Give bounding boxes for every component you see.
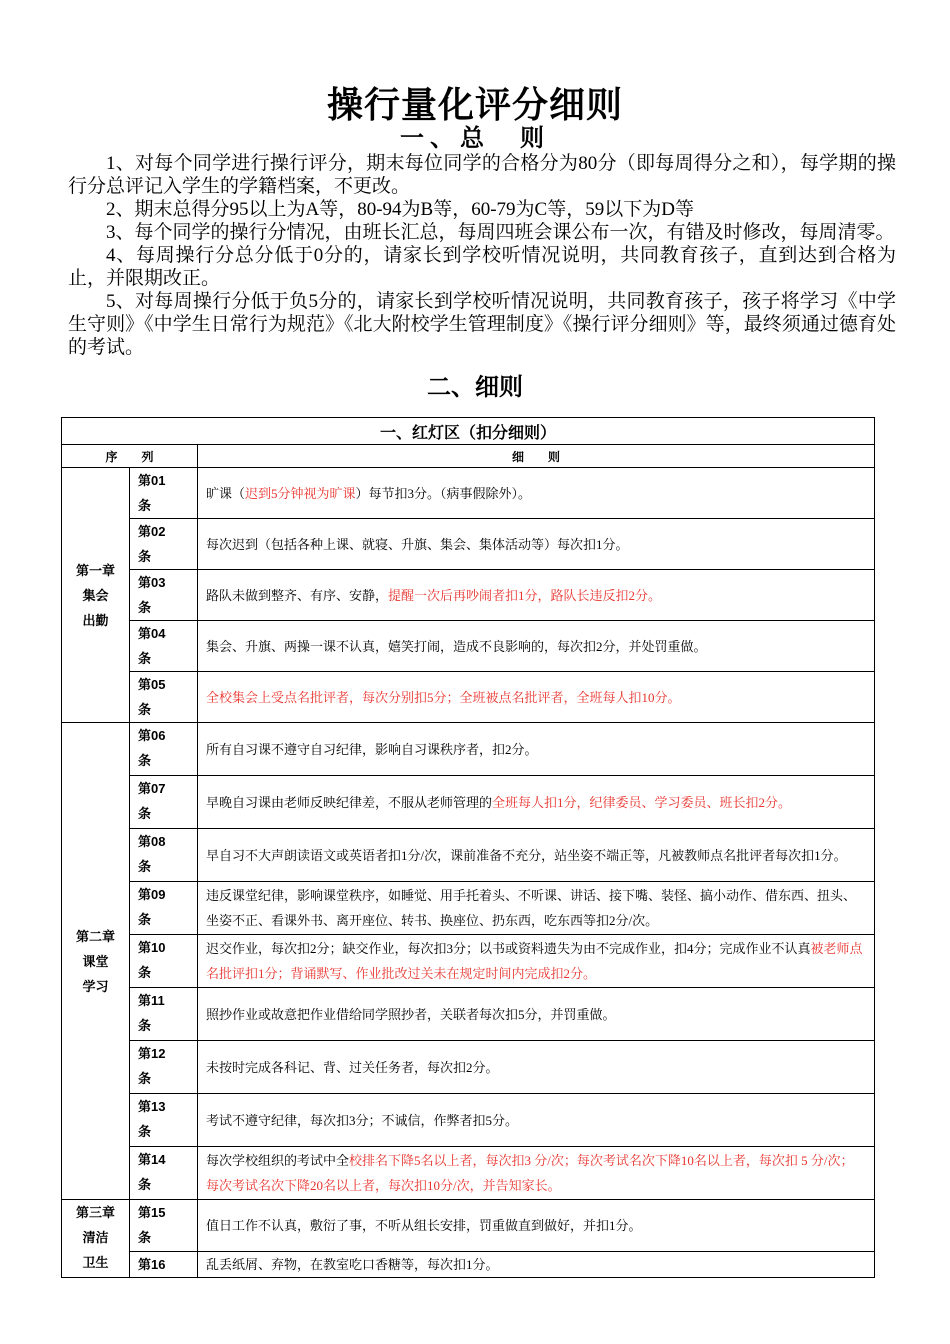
general-rule-2: 2、期末总得分95以上为A等，80-94为B等，60-79为C等，59以下为D等: [106, 199, 694, 220]
rule-number: 第16: [130, 1252, 198, 1278]
rule-detail: 值日工作不认真，敷衍了事，不听从组长安排，罚重做直到做好，并扣1分。: [198, 1200, 875, 1252]
rule-number: 第10 条: [130, 935, 198, 988]
table-section-title: 一、红灯区（扣分细则）: [62, 418, 875, 445]
rule-detail: 旷课（迟到5分钟视为旷课）每节扣3分。（病事假除外）。: [198, 468, 875, 519]
chapter-2-label: 第二章 课堂 学习: [62, 723, 130, 1200]
general-rules: [68, 152, 896, 359]
general-rule-1: 1、对每个同学进行操行评分，期末每位同学的合格分为80分（即每周得分之和），每学期的操行分总评记入学生的学籍档案，不更改。: [68, 153, 896, 197]
rule-number: 第01 条: [130, 468, 198, 519]
rule-detail: 违反课堂纪律，影响课堂秩序，如睡觉、用手托着头、不听课、讲话、接下嘴、装怪、搞小动作、借东西、扭头、坐姿不正、看课外书、离开座位、转书、换座位、扔东西，吃东西等扣2分/次。: [198, 882, 875, 935]
section-heading-general: 一、总 则: [400, 125, 550, 152]
rule-detail: 每次迟到（包括各种上课、就寝、升旗、集会、集体活动等）每次扣1分。: [198, 519, 875, 570]
rule-number: 第05 条: [130, 672, 198, 723]
rule-detail: 所有自习课不遵守自习纪律，影响自习课秩序者，扣2分。: [198, 723, 875, 776]
column-header-detail: 细 则: [198, 445, 875, 468]
chapter-1-label: 第一章 集会 出勤: [62, 468, 130, 723]
document-title: 操行量化评分细则: [326, 84, 623, 125]
rule-detail: 全校集会上受点名批评者，每次分别扣5分；全班被点名批评者，全班每人扣10分。: [198, 672, 875, 723]
rule-detail: 乱丢纸屑、弃物，在教室吃口香糖等，每次扣1分。: [198, 1252, 875, 1278]
section-heading-details: 二、细则: [427, 374, 523, 401]
rule-detail: 早自习不大声朗读语文或英语者扣1分/次，课前准备不充分，站坐姿不端正等，凡被教师点名批评者每次扣1分。: [198, 829, 875, 882]
rule-detail: 集会、升旗、两操一课不认真，嬉笑打闹，造成不良影响的，每次扣2分，并处罚重做。: [198, 621, 875, 672]
rule-number: 第08 条: [130, 829, 198, 882]
rule-detail: 未按时完成各科记、背、过关任务者，每次扣2分。: [198, 1041, 875, 1094]
chapter-3-label: 第三章 清洁 卫生: [62, 1200, 130, 1278]
rule-detail: 每次学校组织的考试中全校排名下降5名以上者，每次扣3 分/次；每次考试名次下降10名以上者，每次扣 5 分/次；每次考试名次下降20名以上者，每次扣10分/次，并告知家长。: [198, 1147, 875, 1200]
rule-number: 第12 条: [130, 1041, 198, 1094]
general-rule-3: 3、每个同学的操行分情况，由班长汇总，每周四班会课公布一次，有错及时修改，每周清零。: [106, 222, 895, 243]
rule-detail: 迟交作业，每次扣2分；缺交作业，每次扣3分；以书或资料遗失为由不完成作业，扣4分；完成作业不认真被老师点名批评扣1分；背诵默写、作业批改过关未在规定时间内完成扣2分。: [198, 935, 875, 988]
rule-detail: 考试不遵守纪律，每次扣3分；不诚信，作弊者扣5分。: [198, 1094, 875, 1147]
rule-number: 第11 条: [130, 988, 198, 1041]
rule-detail: 路队未做到整齐、有序、安静，提醒一次后再吵闹者扣1分，路队长违反扣2分。: [198, 570, 875, 621]
general-rule-5: 5、对每周操行分低于负5分的，请家长到学校听情况说明，共同教育孩子，孩子将学习《中学生守则》《中学生日常行为规范》《北大附校学生管理制度》《操行评分细则》等，最终须通过德育处的考试。: [68, 291, 896, 358]
rule-number: 第02 条: [130, 519, 198, 570]
deduction-rules-table: [61, 417, 875, 1278]
rule-number: 第13 条: [130, 1094, 198, 1147]
rule-number: 第03 条: [130, 570, 198, 621]
rule-number: 第14 条: [130, 1147, 198, 1200]
rule-detail: 照抄作业或故意把作业借给同学照抄者，关联者每次扣5分，并罚重做。: [198, 988, 875, 1041]
rule-number: 第04 条: [130, 621, 198, 672]
rule-number: 第07 条: [130, 776, 198, 829]
rule-number: 第06 条: [130, 723, 198, 776]
rule-number: 第15 条: [130, 1200, 198, 1252]
rule-detail: 早晚自习课由老师反映纪律差，不服从老师管理的全班每人扣1分，纪律委员、学习委员、班长扣2分。: [198, 776, 875, 829]
general-rule-4: 4、每周操行分总分低于0分的，请家长到学校听情况说明，共同教育孩子，直到达到合格为止，并限期改正。: [68, 245, 896, 289]
column-header-sequence: 序 列: [62, 445, 198, 468]
rule-number: 第09 条: [130, 882, 198, 935]
